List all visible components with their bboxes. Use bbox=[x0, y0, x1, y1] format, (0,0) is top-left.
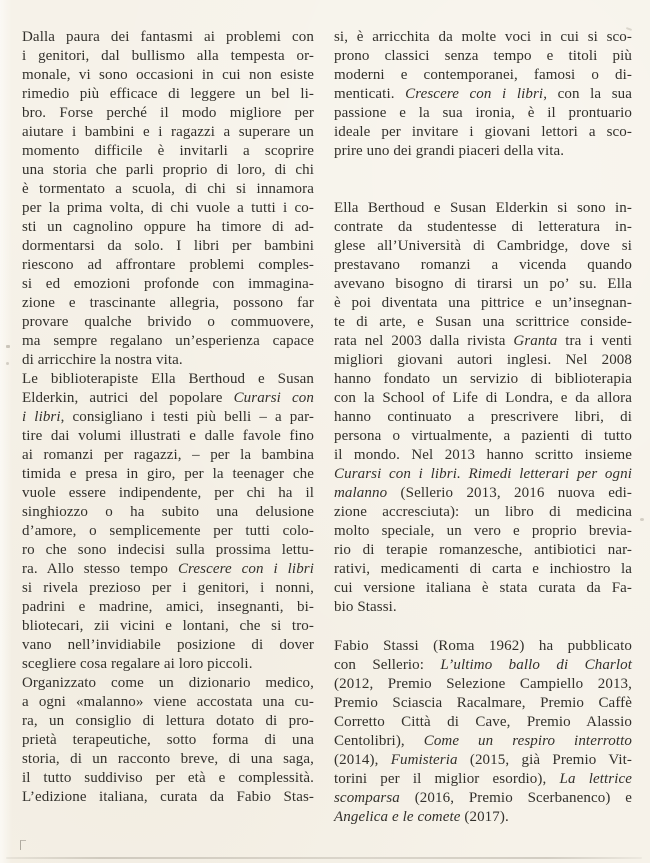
text-line bbox=[22, 370, 314, 389]
scan-edge-line bbox=[6, 857, 642, 859]
text-segment: scegliere cosa regalare ai loro piccoli. bbox=[22, 656, 253, 672]
italic-text-segment: L’ultimo ballo di Charlot bbox=[440, 657, 632, 673]
text-segment: timida e presa in giro, per la teenager che bbox=[22, 466, 314, 482]
text-segment: una storia che parli proprio di loro, di chi bbox=[22, 162, 314, 178]
text-line bbox=[22, 750, 314, 769]
text-segment: momento difficile è invitarli a scoprire bbox=[22, 143, 314, 159]
text-line bbox=[22, 617, 314, 636]
text-segment: Le biblioterapiste Ella Berthoud e Susan bbox=[22, 371, 314, 387]
text-line bbox=[334, 275, 632, 294]
text-segment: Premio Sciascia Racalmare, Premio Caffè bbox=[334, 695, 632, 711]
text-line bbox=[334, 313, 632, 332]
text-line bbox=[22, 541, 314, 560]
text-line bbox=[22, 313, 314, 332]
text-line bbox=[22, 389, 314, 408]
text-line bbox=[22, 446, 314, 465]
paragraph bbox=[22, 370, 314, 674]
text-segment: per la prima volta, di chi vuole a tutti i co- bbox=[22, 200, 314, 216]
text-line bbox=[334, 332, 632, 351]
text-line bbox=[334, 66, 632, 85]
text-segment: ro che sono indecisi sulla prossima lettu- bbox=[22, 542, 314, 558]
text-line bbox=[22, 522, 314, 541]
italic-text-segment: Fumisteria bbox=[390, 752, 458, 768]
text-segment: ma sempre regalano un’esperienza capace bbox=[22, 333, 314, 349]
paragraph bbox=[334, 637, 632, 827]
text-line bbox=[334, 427, 632, 446]
text-segment: dormentarsi da solo. I libri per bambini bbox=[22, 238, 314, 254]
text-segment: te di arte, e Susan una scrittrice conside- bbox=[334, 314, 632, 330]
text-line bbox=[22, 218, 314, 237]
text-line bbox=[334, 237, 632, 256]
text-line bbox=[22, 636, 314, 655]
text-segment: il mondo. Nel 2013 hanno scritto insieme bbox=[334, 447, 632, 463]
text-line bbox=[22, 484, 314, 503]
text-line bbox=[22, 123, 314, 142]
text-line bbox=[22, 579, 314, 598]
text-segment: storia, di un racconto breve, di una saga, bbox=[22, 751, 314, 767]
text-segment: Organizzato come un dizionario medico, bbox=[22, 675, 314, 691]
text-segment: di arricchire la nostra vita. bbox=[22, 352, 183, 368]
text-line bbox=[334, 713, 632, 732]
text-line bbox=[334, 28, 632, 47]
text-segment: (2012, Premio Selezione Campiello 2013, bbox=[334, 676, 632, 692]
text-line bbox=[334, 351, 632, 370]
text-segment: ra. Allo stesso tempo bbox=[22, 561, 178, 577]
text-line bbox=[334, 579, 632, 598]
text-line bbox=[334, 104, 632, 123]
paragraph bbox=[334, 28, 632, 161]
text-segment: menticati. bbox=[334, 86, 406, 102]
text-line bbox=[334, 465, 632, 484]
text-line bbox=[334, 637, 632, 656]
text-line bbox=[22, 142, 314, 161]
text-segment: tra i venti bbox=[557, 333, 632, 349]
text-line bbox=[22, 275, 314, 294]
text-line bbox=[22, 180, 314, 199]
text-line bbox=[22, 294, 314, 313]
text-segment: padrini e madrine, amici, insegnanti, bi- bbox=[22, 599, 314, 615]
italic-text-segment: Angelica e le comete bbox=[334, 809, 461, 825]
text-line bbox=[22, 731, 314, 750]
text-line bbox=[22, 237, 314, 256]
text-segment: torini per il miglior esordio), bbox=[334, 771, 560, 787]
text-column-left bbox=[22, 28, 314, 827]
text-line bbox=[22, 769, 314, 788]
text-line bbox=[334, 541, 632, 560]
text-segment: prono classici senza tempo e titoli più bbox=[334, 48, 632, 64]
paragraph bbox=[22, 28, 314, 370]
text-line bbox=[334, 675, 632, 694]
text-line bbox=[22, 256, 314, 275]
text-line bbox=[334, 484, 632, 503]
text-segment: (2014), bbox=[334, 752, 391, 768]
text-segment: , con la sua bbox=[543, 86, 632, 102]
text-line bbox=[334, 694, 632, 713]
text-segment: si, è arricchita da molte voci in cui si sco- bbox=[334, 29, 632, 45]
text-segment: migliori giovani autori inglesi. Nel 2008 bbox=[334, 352, 632, 368]
text-line bbox=[22, 788, 314, 807]
text-line bbox=[334, 522, 632, 541]
italic-text-segment: Crescere con i libri bbox=[405, 86, 544, 102]
text-segment: Elderkin, autrici del popolare bbox=[22, 390, 234, 406]
text-line bbox=[334, 123, 632, 142]
text-line bbox=[334, 199, 632, 218]
text-segment: prestavano romanzi a vicenda quando bbox=[334, 257, 632, 273]
text-segment: provare qualche brivido o commuovere, bbox=[22, 314, 314, 330]
text-line bbox=[334, 294, 632, 313]
italic-text-segment: Curarsi con bbox=[233, 390, 314, 406]
text-segment: a ogni «malanno» viene accostata una cu- bbox=[22, 694, 314, 710]
scan-artifact bbox=[6, 362, 9, 365]
text-segment: con la School of Life di Londra, e da allora bbox=[334, 390, 632, 406]
text-segment: bliotecari, zii vicini e lontani, che si tro- bbox=[22, 618, 314, 634]
text-segment: i genitori, dal bullismo alla tempesta or- bbox=[22, 48, 314, 64]
scan-artifact bbox=[6, 345, 10, 348]
text-line bbox=[334, 85, 632, 104]
text-line bbox=[334, 656, 632, 675]
text-segment: è tormentato a scuola, di chi si innamora bbox=[22, 181, 314, 197]
italic-text-segment: Come un respiro interrotto bbox=[423, 733, 633, 749]
text-line bbox=[334, 256, 632, 275]
text-segment: Centolibri), bbox=[334, 733, 424, 749]
text-line bbox=[22, 85, 314, 104]
text-columns bbox=[22, 28, 632, 827]
text-segment: aiutare i bambini e i ragazzi a superare un bbox=[22, 124, 314, 140]
text-line bbox=[334, 408, 632, 427]
text-segment: (2015, già Premio Vit- bbox=[457, 752, 632, 768]
text-segment: si ed emozioni profonde con immagina- bbox=[22, 276, 314, 292]
text-line bbox=[334, 598, 632, 617]
text-segment: (2017). bbox=[460, 809, 509, 825]
text-segment: , consigliano i testi più belli – a par- bbox=[60, 409, 314, 425]
text-line bbox=[334, 446, 632, 465]
text-line bbox=[22, 560, 314, 579]
text-segment: bio Stassi. bbox=[334, 599, 397, 615]
text-line bbox=[334, 503, 632, 522]
text-segment: riescono ad affrontare problemi comples- bbox=[22, 257, 314, 273]
italic-text-segment: Crescere con i libri bbox=[177, 561, 315, 577]
text-line bbox=[334, 808, 632, 827]
text-line bbox=[22, 104, 314, 123]
text-segment: bro. Forse perché il modo migliore per bbox=[22, 105, 314, 121]
text-segment: contrate da studentesse di letteratura in- bbox=[334, 219, 632, 235]
text-line bbox=[22, 408, 314, 427]
text-segment: si rivela prezioso per i genitori, i nonni, bbox=[22, 580, 314, 596]
text-line bbox=[22, 332, 314, 351]
text-line bbox=[22, 161, 314, 180]
text-line bbox=[22, 47, 314, 66]
text-segment: d’amore, o semplicemente per tutti colo- bbox=[22, 523, 314, 539]
text-column-right bbox=[334, 28, 632, 827]
page-edge-highlight bbox=[0, 0, 12, 863]
text-line bbox=[22, 66, 314, 85]
text-segment: rata nel 2003 dalla rivista bbox=[334, 333, 514, 349]
paragraph bbox=[334, 199, 632, 617]
italic-text-segment: malanno bbox=[334, 485, 388, 501]
text-line bbox=[22, 598, 314, 617]
italic-text-segment: Granta bbox=[513, 333, 558, 349]
text-line bbox=[334, 142, 632, 161]
text-segment: singhiozzo o ha subito una delusione bbox=[22, 504, 314, 520]
text-segment: moderni e contemporanei, famosi o di- bbox=[334, 67, 632, 83]
text-segment: sti un cagnolino oppure ha timore di ad- bbox=[22, 219, 314, 235]
text-line bbox=[22, 199, 314, 218]
italic-text-segment: scomparsa bbox=[334, 790, 400, 806]
text-segment: molto speciale, un vero e proprio brevia- bbox=[334, 523, 632, 539]
text-segment: ai romanzi per ragazzi, – per la bambina bbox=[22, 447, 314, 463]
text-segment: vuole essere indipendente, per chi ha il bbox=[22, 485, 314, 501]
text-line bbox=[22, 503, 314, 522]
text-segment: prietà terapeutiche, sotto forma di una bbox=[22, 732, 314, 748]
text-line bbox=[334, 47, 632, 66]
text-line bbox=[22, 427, 314, 446]
text-segment: monale, vi sono occasioni in cui non esiste bbox=[22, 67, 314, 83]
text-segment: è poi diventata una pittrice e un’insegnan- bbox=[334, 295, 632, 311]
text-line bbox=[334, 789, 632, 808]
italic-text-segment: Curarsi con i libri. Rimedi letterari per ogni bbox=[334, 466, 632, 482]
text-segment: rio di terapie romanzesche, antibiotici nar- bbox=[334, 542, 632, 558]
text-line bbox=[22, 712, 314, 731]
text-segment: (2016, Premio Scerbanenco) e bbox=[399, 790, 632, 806]
italic-text-segment: La lettrice bbox=[559, 771, 632, 787]
text-line bbox=[334, 370, 632, 389]
text-segment: Corretto Città di Cave, Premio Alassio bbox=[334, 714, 632, 730]
text-segment: con Sellerio: bbox=[334, 657, 441, 673]
text-segment: ideale per invitare i giovani lettori a sco- bbox=[334, 124, 632, 140]
text-segment: Ella Berthoud e Susan Elderkin si sono in- bbox=[334, 200, 632, 216]
text-line bbox=[22, 351, 314, 370]
text-segment: tire dai volumi illustrati e dalle favole fino bbox=[22, 428, 314, 444]
text-segment: prire uno dei grandi piaceri della vita. bbox=[334, 143, 565, 159]
text-line bbox=[22, 655, 314, 674]
text-segment: Fabio Stassi (Roma 1962) ha pubblicato bbox=[334, 638, 632, 654]
text-segment: L’edizione italiana, curata da Fabio Stas- bbox=[22, 789, 314, 805]
text-line bbox=[22, 674, 314, 693]
text-line bbox=[334, 751, 632, 770]
text-line bbox=[334, 732, 632, 751]
text-line bbox=[22, 465, 314, 484]
text-segment: hanno continuato a prescrivere libri, di bbox=[334, 409, 632, 425]
text-segment: glese all’Università di Cambridge, dove si bbox=[334, 238, 632, 254]
text-segment: (Sellerio 2013, 2016 nuova edi- bbox=[387, 485, 632, 501]
text-line bbox=[22, 28, 314, 47]
text-segment: il tutto suddiviso per età e complessità. bbox=[22, 770, 314, 786]
text-segment: persona o virtualmente, a pazienti di tutto bbox=[334, 428, 632, 444]
text-line bbox=[334, 560, 632, 579]
text-segment: ra, un consiglio di lettura dotato di pro- bbox=[22, 713, 314, 729]
text-line bbox=[334, 389, 632, 408]
text-segment: hanno fondato un servizio di biblioterapia bbox=[334, 371, 632, 387]
text-line bbox=[334, 218, 632, 237]
text-segment: rimedio più efficace di leggere un bel li- bbox=[22, 86, 314, 102]
text-segment: passione e la sua ironia, è il prontuario bbox=[334, 105, 632, 121]
text-line bbox=[334, 770, 632, 789]
text-segment: zione e trascinante allegria, possono far bbox=[22, 295, 314, 311]
text-segment: cui versione italiana è stata curata da Fa- bbox=[334, 580, 632, 596]
scan-artifact bbox=[20, 840, 26, 850]
text-line bbox=[22, 693, 314, 712]
text-segment: avevano bisogno di tirarsi un po’ su. Ella bbox=[334, 276, 632, 292]
text-segment: rativi, medicamenti di carta e inchiostro la bbox=[334, 561, 632, 577]
text-segment: vano nell’invidiabile posizione di dover bbox=[22, 637, 314, 653]
italic-text-segment: i libri bbox=[22, 409, 61, 425]
scan-artifact bbox=[640, 518, 644, 521]
text-segment: zione accresciuta): un libro di medicina bbox=[334, 504, 632, 520]
paragraph bbox=[22, 674, 314, 807]
text-segment: Dalla paura dei fantasmi ai problemi con bbox=[22, 29, 314, 45]
